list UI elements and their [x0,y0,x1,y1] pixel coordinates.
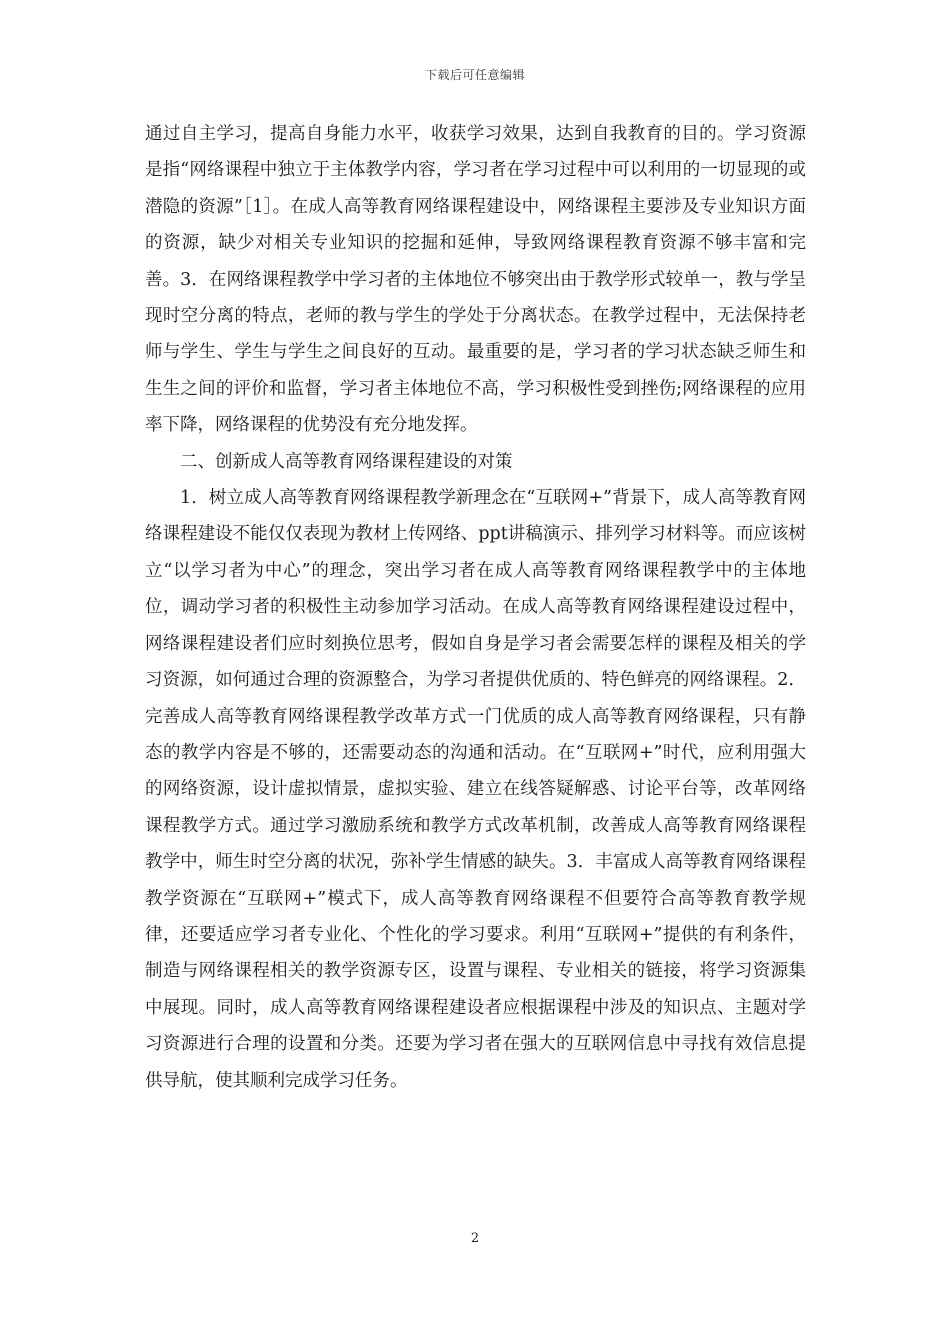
section-heading: 二、创新成人高等教育网络课程建设的对策 [180,451,513,472]
document-body [145,116,806,1099]
body-paragraph-continued: 通过自主学习，提高自身能力水平，收获学习效果，达到自我教育的目的。学习资源是指“网络课程中独立于主体教学内容，学习者在学习过程中可以利用的一切显现的或潜隐的资源”［1］。在成人高等教育网络课程建设中，网络课程主要涉及专业知识方面的资源，缺少对相关专业知识的挖掘和延伸，导致网络课程教育资源不够丰富和完善。3．在网络课程教学中学习者的主体地位不够突出由于教学形式较单一，教与学呈现时空分离的特点，老师的教与学生的学处于分离状态。在教学过程中，无法保持老师与学生、学生与学生之间良好的互动。最重要的是，学习者的学习状态缺乏师生和生生之间的评价和监督，学习者主体地位不高，学习积极性受到挫伤;网络课程的应用率下降，网络课程的优势没有充分地发挥。 [145,124,806,436]
page-number: 2 [470,1231,480,1246]
page-header: 下载后可任意编辑 [424,68,525,82]
body-paragraph: 1．树立成人高等教育网络课程教学新理念在“互联网+”背景下，成人高等教育网络课程建设不能仅仅表现为教材上传网络、ppt讲稿演示、排列学习材料等。而应该树立“以学习者为中心”的理念，突出学习者在成人高等教育网络课程教学中的主体地位，调动学习者的积极性主动参加学习活动。在成人高等教育网络课程建设过程中，网络课程建设者们应时刻换位思考，假如自身是学习者会需要怎样的课程及相关的学习资源，如何通过合理的资源整合，为学习者提供优质的、特色鲜亮的网络课程。2．完善成人高等教育网络课程教学改革方式一门优质的成人高等教育网络课程，只有静态的教学内容是不够的，还需要动态的沟通和活动。在“互联网+”时代，应利用强大的网络资源，设计虚拟情景，虚拟实验、建立在线答疑解惑、讨论平台等，改革网络课程教学方式。通过学习激励系统和教学方式改革机制，改善成人高等教育网络课程教学中，师生时空分离的状况，弥补学生情感的缺失。3．丰富成人高等教育网络课程教学资源在“互联网+”模式下，成人高等教育网络课程不但要符合高等教育教学规律，还要适应学习者专业化、个性化的学习要求。利用“互联网+”提供的有利条件，制造与网络课程相关的教学资源专区，设置与课程、专业相关的链接，将学习资源集中展现。同时，成人高等教育网络课程建设者应根据课程中涉及的知识点、主题对学习资源进行合理的设置和分类。还要为学习者在强大的互联网信息中寻找有效信息提供导航，使其顺利完成学习任务。 [145,488,806,1091]
